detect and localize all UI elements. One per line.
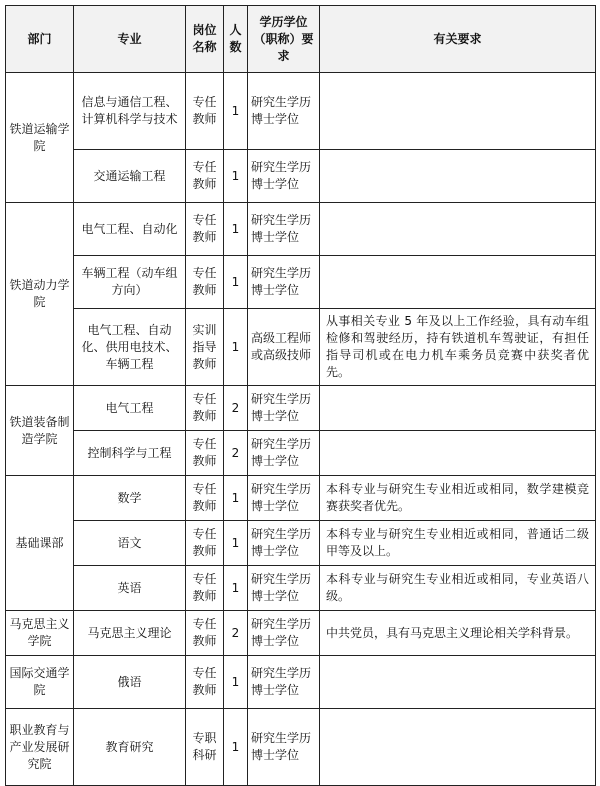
- requirements-cell: 中共党员，具有马克思主义理论相关学科背景。: [320, 611, 596, 656]
- major-cell: 俄语: [74, 656, 186, 709]
- major-cell: 车辆工程（动车组方向）: [74, 256, 186, 309]
- dept-cell: 铁道运输学院: [6, 73, 74, 203]
- table-row: [6, 709, 596, 786]
- recruitment-table: [5, 5, 596, 786]
- dept-cell: 马克思主义学院: [6, 611, 74, 656]
- count-cell: 2: [224, 431, 248, 476]
- degree-cell: 研究生学历博士学位: [248, 73, 320, 150]
- major-cell: 电气工程、自动化: [74, 203, 186, 256]
- count-cell: 1: [224, 476, 248, 521]
- requirements-cell: 从事相关专业 5 年及以上工作经验，具有动车组检修和驾驶经历，持有铁道机车驾驶证，有担任指导司机或在电力机车乘务员竞赛中获奖者优先。: [320, 309, 596, 386]
- requirements-cell: [320, 709, 596, 786]
- table-row: [6, 431, 596, 476]
- degree-cell: 高级工程师或高级技师: [248, 309, 320, 386]
- degree-cell: 研究生学历博士学位: [248, 709, 320, 786]
- header-degree: 学历学位（职称）要求: [248, 6, 320, 73]
- dept-cell: 铁道装备制造学院: [6, 386, 74, 476]
- dept-cell: 铁道动力学院: [6, 203, 74, 386]
- position-cell: 专任教师: [186, 431, 224, 476]
- header-row: [6, 6, 596, 73]
- dept-cell: 国际交通学院: [6, 656, 74, 709]
- position-cell: 专任教师: [186, 150, 224, 203]
- major-cell: 英语: [74, 566, 186, 611]
- table-row: [6, 656, 596, 709]
- header-major: 专业: [74, 6, 186, 73]
- header-dept: 部门: [6, 6, 74, 73]
- count-cell: 1: [224, 256, 248, 309]
- requirements-cell: 本科专业与研究生专业相近或相同，数学建模竞赛获奖者优先。: [320, 476, 596, 521]
- major-cell: 信息与通信工程、计算机科学与技术: [74, 73, 186, 150]
- requirements-cell: [320, 256, 596, 309]
- count-cell: 1: [224, 709, 248, 786]
- major-cell: 交通运输工程: [74, 150, 186, 203]
- position-cell: 专任教师: [186, 73, 224, 150]
- table-row: [6, 203, 596, 256]
- count-cell: 2: [224, 611, 248, 656]
- count-cell: 1: [224, 656, 248, 709]
- table-row: [6, 611, 596, 656]
- degree-cell: 研究生学历博士学位: [248, 256, 320, 309]
- header-requirements: 有关要求: [320, 6, 596, 73]
- position-cell: 专职科研: [186, 709, 224, 786]
- dept-cell: 职业教育与产业发展研究院: [6, 709, 74, 786]
- major-cell: 控制科学与工程: [74, 431, 186, 476]
- degree-cell: 研究生学历博士学位: [248, 386, 320, 431]
- table-row: [6, 521, 596, 566]
- major-cell: 教育研究: [74, 709, 186, 786]
- table-row: [6, 476, 596, 521]
- position-cell: 专任教师: [186, 656, 224, 709]
- degree-cell: 研究生学历博士学位: [248, 611, 320, 656]
- requirements-cell: [320, 431, 596, 476]
- count-cell: 1: [224, 73, 248, 150]
- major-cell: 电气工程、自动化、供用电技术、车辆工程: [74, 309, 186, 386]
- position-cell: 专任教师: [186, 566, 224, 611]
- table-row: [6, 256, 596, 309]
- requirements-cell: 本科专业与研究生专业相近或相同，普通话二级甲等及以上。: [320, 521, 596, 566]
- table-row: [6, 566, 596, 611]
- count-cell: 1: [224, 150, 248, 203]
- count-cell: 1: [224, 521, 248, 566]
- major-cell: 数学: [74, 476, 186, 521]
- degree-cell: 研究生学历博士学位: [248, 566, 320, 611]
- major-cell: 电气工程: [74, 386, 186, 431]
- degree-cell: 研究生学历博士学位: [248, 521, 320, 566]
- position-cell: 专任教师: [186, 256, 224, 309]
- major-cell: 语文: [74, 521, 186, 566]
- count-cell: 1: [224, 566, 248, 611]
- requirements-cell: 本科专业与研究生专业相近或相同，专业英语八级。: [320, 566, 596, 611]
- count-cell: 2: [224, 386, 248, 431]
- position-cell: 专任教师: [186, 476, 224, 521]
- table-row: [6, 386, 596, 431]
- degree-cell: 研究生学历博士学位: [248, 656, 320, 709]
- degree-cell: 研究生学历博士学位: [248, 150, 320, 203]
- position-cell: 专任教师: [186, 521, 224, 566]
- dept-cell: 基础课部: [6, 476, 74, 611]
- position-cell: 实训指导教师: [186, 309, 224, 386]
- table-row: [6, 73, 596, 150]
- table-row: [6, 150, 596, 203]
- degree-cell: 研究生学历博士学位: [248, 431, 320, 476]
- requirements-cell: [320, 203, 596, 256]
- requirements-cell: [320, 656, 596, 709]
- position-cell: 专任教师: [186, 203, 224, 256]
- count-cell: 1: [224, 309, 248, 386]
- requirements-cell: [320, 73, 596, 150]
- major-cell: 马克思主义理论: [74, 611, 186, 656]
- requirements-cell: [320, 150, 596, 203]
- degree-cell: 研究生学历博士学位: [248, 203, 320, 256]
- header-position: 岗位名称: [186, 6, 224, 73]
- position-cell: 专任教师: [186, 386, 224, 431]
- table-row: [6, 309, 596, 386]
- requirements-cell: [320, 386, 596, 431]
- position-cell: 专任教师: [186, 611, 224, 656]
- header-count: 人数: [224, 6, 248, 73]
- degree-cell: 研究生学历博士学位: [248, 476, 320, 521]
- count-cell: 1: [224, 203, 248, 256]
